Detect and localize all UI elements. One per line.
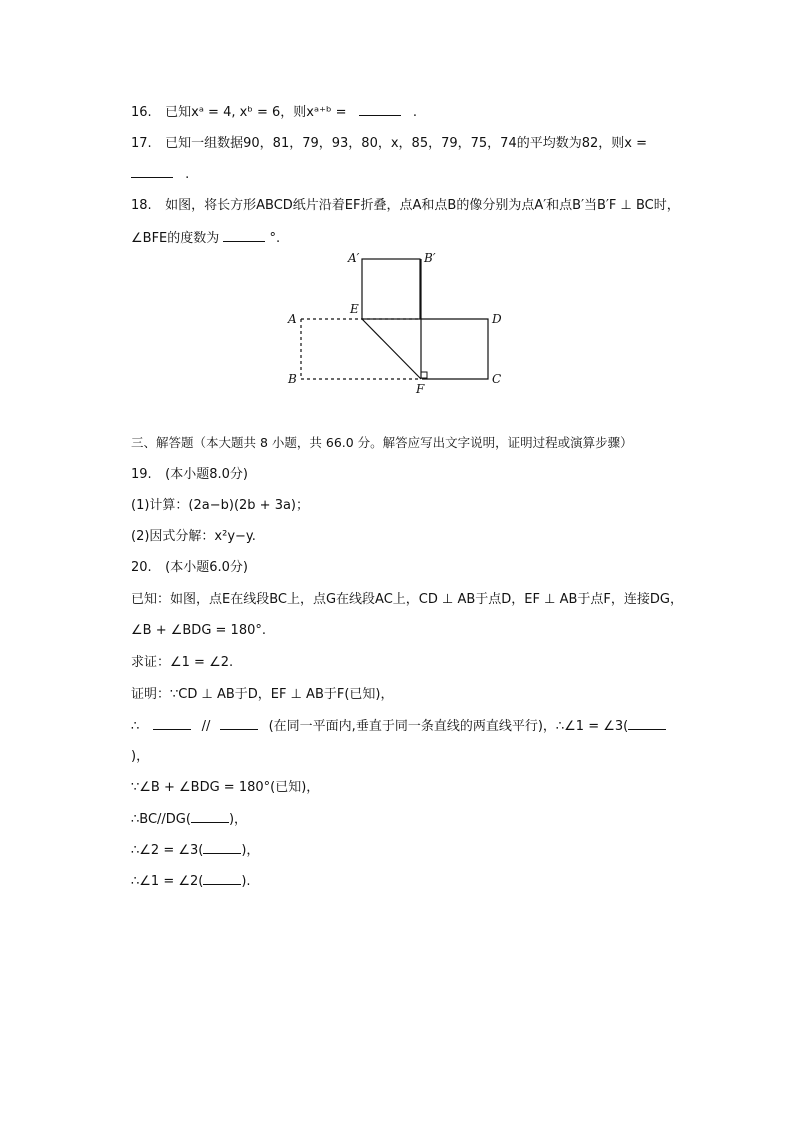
label-b: B [288, 372, 297, 386]
rectangle-cdef-part [422, 319, 488, 379]
label-f: F [416, 382, 425, 396]
question-text: 已知一组数据90，81，79，93，80，x，85，79，75，74的平均数为82，则x = [165, 136, 647, 151]
label-d: D [492, 312, 502, 326]
prove-line: 求证：∠1 = ∠2. [131, 655, 234, 670]
answer-blank[interactable] [203, 841, 241, 854]
question-text: ∠BFE的度数为 [131, 231, 220, 246]
question-tail: °. [269, 231, 281, 246]
label-a-prime: A′ [348, 251, 360, 265]
question-19-part1: (1)计算：(2a−b)(2b + 3a)； [131, 498, 310, 513]
proof-close: )， [228, 812, 248, 827]
right-angle-mark [421, 372, 427, 378]
proof-line6 [131, 841, 259, 860]
answer-blank[interactable] [153, 717, 191, 730]
proof-statement: ∴∠1 = ∠2( [131, 874, 204, 889]
segment-ef [362, 319, 421, 379]
question-tail: . [412, 105, 417, 120]
question-20 [131, 559, 248, 577]
proof-close: ). [241, 874, 251, 889]
question-number: 17. [131, 136, 152, 151]
proof-line2 [131, 717, 666, 736]
answer-blank[interactable] [191, 810, 229, 823]
given-line2: ∠B + ∠BDG = 180°. [131, 623, 266, 638]
label-c: C [492, 372, 502, 386]
given-line1: 已知：如图，点E在线段BC上，点G在线段AC上，CD ⊥ AB于点D，EF ⊥ AB于点F，连接DG， [131, 592, 683, 607]
proof-line5 [131, 810, 247, 829]
question-text: 已知xᵃ = 4, xᵇ = 6，则xᵃ⁺ᵇ = [165, 105, 347, 120]
label-b-prime: B′ [424, 251, 436, 265]
score-note: (本小题8.0分) [165, 467, 248, 482]
section-title: 三、解答题（本大题共 8 小题，共 66.0 分。解答应写出文字说明，证明过程或演算步骤） [131, 435, 633, 450]
question-19-part2: (2)因式分解：x²y−y. [131, 529, 256, 544]
label-e: E [350, 302, 359, 316]
question-number: 19. [131, 467, 152, 482]
question-number: 20. [131, 560, 152, 575]
score-note: (本小题6.0分) [165, 560, 248, 575]
answer-blank[interactable] [220, 717, 258, 730]
proof-line1: 证明：∵CD ⊥ AB于D，EF ⊥ AB于F(已知)， [131, 687, 394, 702]
answer-blank[interactable] [628, 717, 666, 730]
proof-close: )， [241, 843, 260, 858]
proof-reason: (在同一平面内,垂直于同一条直线的两直线平行)，∴∠1 = ∠3( [268, 719, 629, 734]
question-number: 16. [131, 105, 152, 120]
question-tail: . [185, 167, 190, 182]
proof-line3: )， [131, 749, 150, 764]
therefore-symbol: ∴ [131, 719, 140, 734]
folded-rectangle-part [362, 259, 420, 319]
proof-statement: ∴BC//DG( [131, 812, 191, 827]
proof-line4: ∵∠B + ∠BDG = 180°(已知)， [131, 780, 320, 795]
proof-line7 [131, 872, 251, 891]
question-19 [131, 466, 248, 484]
fold-figure [0, 0, 794, 400]
question-text: 如图，将长方形ABCD纸片沿着EF折叠，点A和点B的像分别为点A′和点B′当B′F ⊥ BC时， [165, 198, 680, 213]
question-number: 18. [131, 198, 152, 213]
label-a: A [288, 312, 297, 326]
answer-blank[interactable] [203, 872, 241, 885]
proof-statement: ∴∠2 = ∠3( [131, 843, 204, 858]
parallel-symbol: // [201, 719, 211, 734]
